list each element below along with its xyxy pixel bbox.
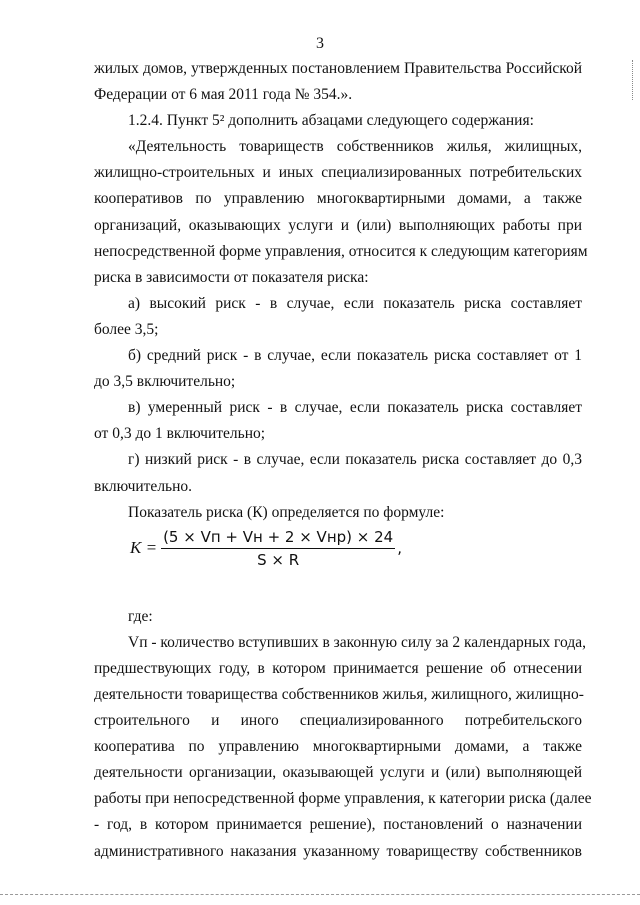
text-line: непосредственной форме управления, относится к следующим категориям bbox=[94, 242, 588, 260]
text-line: риска в зависимости от показателя риска: bbox=[94, 268, 369, 286]
page-number: 3 bbox=[316, 35, 324, 52]
document-body bbox=[94, 56, 592, 865]
text-line: - год, в котором принимается решение), постановлений о назначении bbox=[94, 816, 582, 834]
text-line: г) низкий риск - в случае, если показатель риска составляет до 0,3 bbox=[128, 451, 582, 469]
text-line: жилых домов, утвержденных постановлением Правительства Российской bbox=[94, 60, 582, 77]
text-line: деятельности организации, оказывающей услуги и (или) выполняющей bbox=[94, 764, 582, 782]
text-line: в) умеренный риск - в случае, если показатель риска составляет bbox=[128, 399, 582, 417]
risk-formula bbox=[130, 528, 402, 569]
scan-bottom-edge bbox=[0, 894, 640, 895]
text-line: кооперативов по управлению многоквартирными домами, а также bbox=[94, 190, 582, 208]
text-line: деятельности товарищества собственников жилья, жилищного, жилищно- bbox=[94, 685, 584, 703]
text-line: более 3,5; bbox=[94, 320, 159, 338]
formula-fraction bbox=[161, 528, 395, 569]
text-line: до 3,5 включительно; bbox=[94, 373, 236, 391]
text-line: кооператива по управлению многоквартирными домами, а также bbox=[94, 738, 582, 756]
text-line: включительно. bbox=[94, 477, 193, 495]
text-line: «Деятельность товариществ собственников жилья, жилищных, bbox=[128, 138, 582, 156]
formula-trailing: , bbox=[397, 539, 402, 558]
scan-margin-mark bbox=[632, 60, 636, 100]
text-line: организаций, оказывающих услуги и (или) выполняющих работы при bbox=[94, 216, 582, 234]
formula-block bbox=[94, 526, 582, 578]
text-line: жилищно-строительных и иных специализированных потребительских bbox=[94, 164, 582, 182]
formula-lhs: K = bbox=[130, 538, 158, 558]
formula-denominator: S × R bbox=[257, 550, 300, 569]
spacer bbox=[94, 578, 582, 604]
text-line: административного наказания указанному товариществу собственников bbox=[94, 842, 582, 860]
text-line: 1.2.4. Пункт 5² дополнить абзацами следующего содержания: bbox=[128, 112, 534, 130]
text-line: от 0,3 до 1 включительно; bbox=[94, 425, 266, 443]
text-line: а) высокий риск - в случае, если показатель риска составляет bbox=[128, 294, 582, 312]
formula-numerator: (5 × Vп + Vн + 2 × Vнр) × 24 bbox=[161, 528, 395, 549]
text-line: предшествующих году, в котором принимается решение об отнесении bbox=[94, 659, 582, 677]
text-line: Федерации от 6 мая 2011 года № 354.». bbox=[94, 86, 353, 104]
text-line: строительного и иного специализированного потребительского bbox=[94, 712, 582, 730]
text-line: Показатель риска (К) определяется по формуле: bbox=[128, 503, 445, 521]
paragraphs-after-formula bbox=[94, 604, 592, 865]
text-line: где: bbox=[128, 607, 153, 625]
text-line: Vп - количество вступивших в законную силу за 2 календарных года, bbox=[128, 633, 586, 651]
paragraphs-before-formula bbox=[94, 56, 588, 526]
text-line: работы при непосредственной форме управления, к категории риска (далее bbox=[94, 790, 592, 808]
text-line: б) средний риск - в случае, если показатель риска составляет от 1 bbox=[128, 347, 582, 365]
